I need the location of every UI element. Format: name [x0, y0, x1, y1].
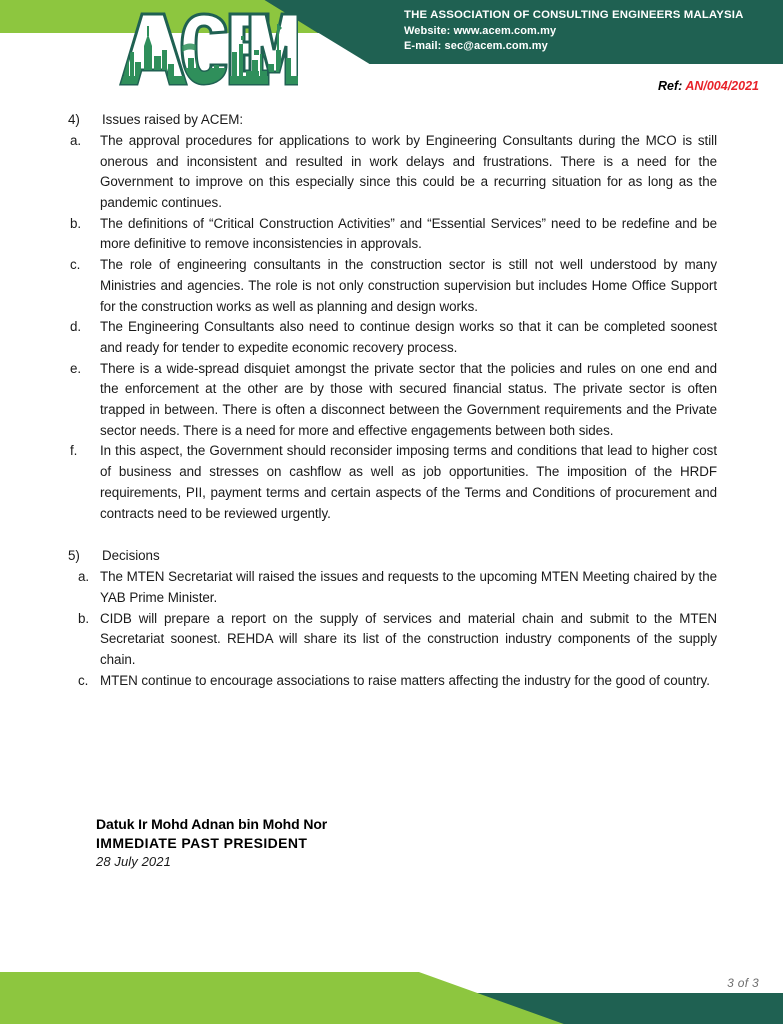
website-line: Website: www.acem.com.my: [404, 24, 557, 37]
list-item: [70, 317, 717, 358]
issues-list: [0, 131, 783, 524]
list-item-text: The MTEN Secretariat will raised the issues and requests to the upcoming MTEN Meeting chaired by the YAB Prime Minister.: [100, 569, 717, 605]
signatory-role: IMMEDIATE PAST PRESIDENT: [96, 834, 308, 851]
reference-value: AN/004/2021: [685, 79, 759, 93]
page-footer: [0, 962, 783, 1024]
section-number-5: 5): [68, 548, 80, 564]
list-item: [78, 609, 717, 671]
organization-title: THE ASSOCIATION OF CONSULTING ENGINEERS MALAYSIA: [404, 9, 744, 21]
list-item: [78, 567, 717, 608]
decisions-list: [0, 567, 783, 691]
section-issues: [0, 110, 783, 524]
signature-block: [96, 815, 327, 870]
list-item: [70, 441, 717, 524]
section-title-5: Decisions: [102, 548, 160, 564]
reference-line: [658, 79, 759, 93]
reference-label: Ref:: [658, 79, 683, 93]
list-item-marker: a.: [70, 132, 82, 148]
list-item-marker: a.: [78, 569, 90, 585]
list-item-text: MTEN continue to encourage associations to raise matters affecting the industry for the good of country.: [100, 672, 710, 688]
list-item-marker: c.: [78, 672, 89, 688]
list-item-marker: b.: [70, 215, 82, 231]
document-body: [0, 110, 783, 691]
page-number: 3 of 3: [727, 976, 759, 990]
acem-logo: [108, 6, 298, 92]
list-item-text: CIDB will prepare a report on the supply of services and material chain and submit to the MTEN Secretariat soonest. REHDA will share its list of the construction industry components of the supply chain.: [100, 610, 717, 667]
section-heading-4: [66, 110, 717, 131]
email-line: E-mail: sec@acem.com.my: [404, 39, 548, 52]
list-item-text: The definitions of “Critical Construction Activities” and “Essential Services” need to be redefine and be more definitive to remove inconsistencies in approvals.: [100, 215, 717, 252]
list-item-marker: e.: [70, 360, 82, 376]
section-gap: [0, 524, 783, 546]
header-contact-block: [404, 8, 779, 54]
list-item: [70, 214, 717, 255]
list-item-marker: c.: [70, 257, 81, 273]
list-item-text: There is a wide-spread disquiet amongst the private sector that the policies and rules on one end and the enforcement at the other are by those with secured financial status. The private sector is often trapped in between. There is often a disconnect between the Government requirements and the Private sector needs. There is a need for more and effective engagements between both sides.: [100, 360, 717, 438]
list-item: [70, 131, 717, 214]
list-item: [70, 255, 717, 317]
section-decisions: [0, 546, 783, 691]
list-item-marker: f.: [70, 443, 78, 459]
list-item-text: The Engineering Consultants also need to continue design works so that it can be completed soonest and ready for tender to expedite economic recovery process.: [100, 319, 717, 355]
section-title-4: Issues raised by ACEM:: [102, 112, 244, 127]
list-item: [70, 359, 717, 442]
list-item-text: In this aspect, the Government should reconsider imposing terms and conditions that lead to higher cost of business and stresses on cashflow as well as job opportunities. The imposition of the HRDF requirements, PII, payment terms and certain aspects of the Terms and Conditions of procurement and contracts need to be reviewed urgently.: [100, 443, 717, 521]
signatory-name: Datuk Ir Mohd Adnan bin Mohd Nor: [96, 816, 328, 832]
list-item: [78, 671, 717, 692]
list-item-text: The role of engineering consultants in the construction sector is still not well understood by many Ministries and agencies. The role is not only construction supervision but includes Home Office Support for the construction works as well as planning and design works.: [100, 257, 717, 314]
list-item-marker: b.: [78, 610, 90, 626]
section-heading-5: [66, 546, 717, 567]
section-number-4: 4): [68, 112, 80, 127]
list-item-marker: d.: [70, 319, 82, 335]
list-item-text: The approval procedures for applications to work by Engineering Consultants during the MCO is still onerous and inconsistent and resulted in work delays and frustrations. There is a need for the Government to improve on this especially since this could be a recurring situation for as long as the pandemic continues.: [100, 132, 717, 211]
signature-date: 28 July 2021: [96, 853, 171, 869]
